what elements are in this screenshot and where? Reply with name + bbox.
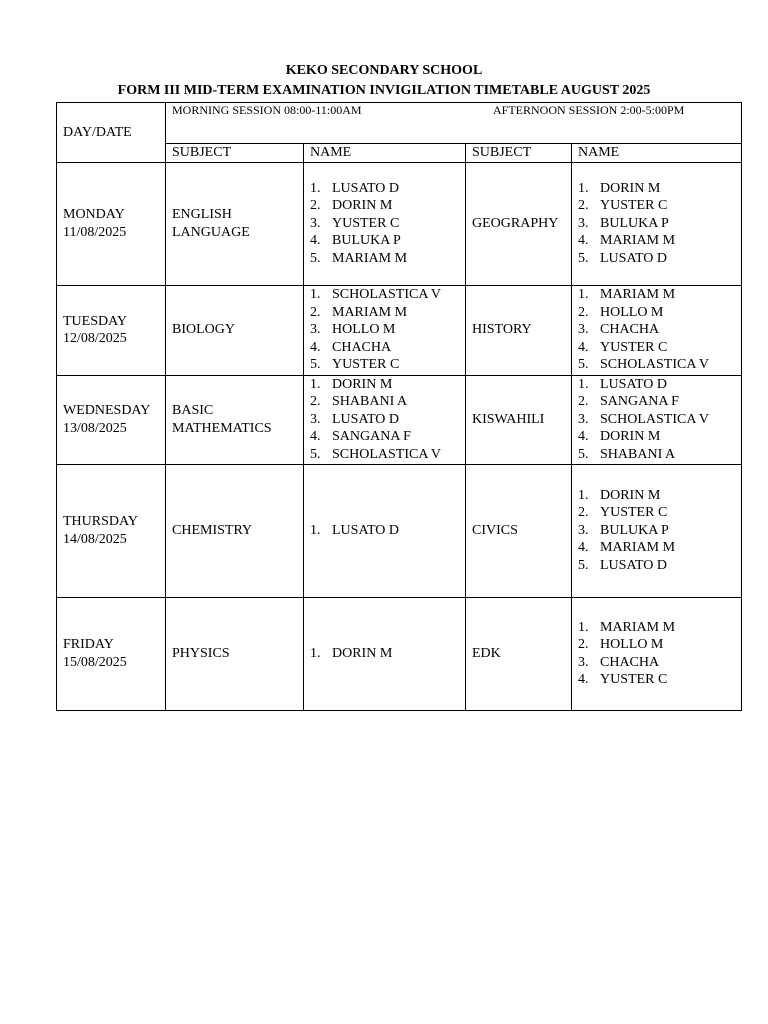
list-number: 2.	[578, 637, 589, 652]
day-label: FRIDAY	[63, 637, 114, 652]
morning-subject-cell: CHEMISTRY	[166, 464, 304, 597]
afternoon-names-cell	[572, 464, 742, 597]
list-number: 2.	[310, 198, 321, 214]
list-item	[578, 522, 735, 540]
invigilator-name: DORIN M	[332, 645, 393, 661]
invigilator-name: SHABANI A	[600, 446, 676, 462]
list-number: 1.	[578, 487, 589, 503]
list-item	[578, 232, 735, 250]
list-item	[578, 411, 735, 429]
invigilator-name: YUSTER C	[600, 505, 668, 521]
morning-names-cell	[304, 285, 466, 375]
list-item	[578, 446, 735, 464]
morning-session-label: MORNING SESSION 08:00-11:00AM	[172, 103, 362, 117]
list-number: 1.	[578, 376, 589, 392]
list-number: 2.	[578, 198, 589, 214]
day-date-cell	[57, 597, 166, 710]
list-item	[578, 250, 735, 268]
date-label: 12/08/2025	[63, 331, 127, 346]
list-item	[578, 321, 735, 339]
list-item	[578, 304, 735, 322]
afternoon-name-header: NAME	[572, 144, 742, 163]
list-number: 2.	[310, 304, 321, 320]
list-number: 3.	[578, 654, 589, 670]
afternoon-subject-cell: HISTORY	[466, 285, 572, 375]
invigilator-name: YUSTER C	[600, 198, 668, 214]
invigilator-list	[310, 522, 459, 540]
list-item	[310, 393, 459, 411]
list-item	[310, 321, 459, 339]
list-number: 5.	[310, 357, 321, 373]
list-item	[310, 339, 459, 357]
list-item	[310, 232, 459, 250]
invigilator-name: MARIAM M	[600, 233, 676, 249]
invigilator-name: MARIAM M	[600, 287, 676, 303]
list-item	[310, 215, 459, 233]
list-number: 4.	[310, 339, 321, 355]
invigilator-name: CHACHA	[600, 322, 660, 338]
invigilator-name: YUSTER C	[600, 672, 668, 687]
date-label: 11/08/2025	[63, 224, 127, 240]
date-label: 13/08/2025	[63, 420, 127, 436]
afternoon-names-cell	[572, 285, 742, 375]
list-number: 4.	[578, 233, 589, 249]
invigilator-name: HOLLO M	[332, 322, 396, 338]
school-name: KEKO SECONDARY SCHOOL	[285, 63, 483, 78]
list-item	[578, 557, 735, 575]
day-date-cell	[57, 464, 166, 597]
list-item	[578, 376, 735, 394]
list-item	[310, 286, 459, 304]
invigilator-name: LUSATO D	[600, 376, 668, 392]
list-number: 4.	[310, 429, 321, 445]
afternoon-session-label: AFTERNOON SESSION 2:00-5:00PM	[493, 103, 685, 117]
invigilator-name: BULUKA P	[600, 215, 669, 231]
invigilator-name: DORIN M	[600, 487, 661, 503]
invigilator-name: MARIAM M	[332, 304, 408, 320]
list-number: 5.	[578, 446, 589, 462]
invigilator-name: YUSTER C	[600, 339, 668, 355]
list-number: 1.	[578, 180, 589, 196]
afternoon-subject-cell: CIVICS	[466, 464, 572, 597]
invigilator-name: LUSATO D	[600, 557, 668, 573]
list-item	[578, 393, 735, 411]
afternoon-subject-header: SUBJECT	[466, 144, 572, 163]
list-number: 3.	[578, 215, 589, 231]
list-number: 1.	[310, 376, 321, 392]
morning-names-cell	[304, 464, 466, 597]
list-item	[578, 671, 735, 689]
list-number: 4.	[578, 339, 589, 355]
list-number: 2.	[578, 304, 589, 320]
list-number: 3.	[578, 411, 589, 427]
invigilator-name: SCHOLASTICA V	[332, 287, 442, 303]
list-number: 1.	[578, 287, 589, 303]
list-number: 1.	[310, 522, 321, 538]
table-row	[57, 597, 742, 710]
list-number: 1.	[578, 619, 589, 635]
morning-name-header: NAME	[304, 144, 466, 163]
invigilator-name: HOLLO M	[600, 637, 664, 652]
invigilator-name: MARIAM M	[600, 540, 676, 556]
list-item	[310, 356, 459, 374]
list-number: 5.	[578, 557, 589, 573]
morning-subject-header: SUBJECT	[166, 144, 304, 163]
day-date-cell	[57, 375, 166, 464]
invigilator-list	[578, 376, 735, 464]
invigilator-name: LUSATO D	[332, 411, 400, 427]
invigilator-name: DORIN M	[600, 429, 661, 445]
list-item	[310, 411, 459, 429]
invigilator-name: DORIN M	[600, 180, 661, 196]
list-item	[310, 522, 459, 540]
invigilator-name: LUSATO D	[332, 522, 400, 538]
list-number: 4.	[578, 540, 589, 556]
day-label: WEDNESDAY	[63, 403, 151, 418]
invigilator-list	[310, 645, 459, 663]
list-item	[310, 180, 459, 198]
invigilator-name: SHABANI A	[332, 394, 408, 410]
invigilator-name: SANGANA F	[332, 429, 411, 445]
invigilator-list	[578, 487, 735, 575]
afternoon-subject-cell: EDK	[466, 597, 572, 710]
afternoon-names-cell	[572, 375, 742, 464]
list-item	[310, 428, 459, 446]
day-date-cell	[57, 162, 166, 285]
date-label: 14/08/2025	[63, 531, 127, 547]
list-number: 5.	[310, 446, 321, 462]
list-number: 2.	[578, 394, 589, 410]
day-label: MONDAY	[63, 207, 125, 222]
invigilator-list	[310, 376, 459, 464]
table-row	[57, 285, 742, 375]
list-item	[578, 180, 735, 198]
list-number: 3.	[310, 215, 321, 231]
session-header-cell	[166, 103, 742, 144]
invigilator-list	[578, 619, 735, 689]
list-number: 1.	[310, 287, 321, 303]
afternoon-subject-cell: GEOGRAPHY	[466, 162, 572, 285]
invigilator-name: HOLLO M	[600, 304, 664, 320]
invigilator-name: CHACHA	[600, 654, 660, 670]
table-row	[57, 464, 742, 597]
list-number: 3.	[310, 322, 321, 338]
list-number: 1.	[310, 180, 321, 196]
list-item	[310, 446, 459, 464]
afternoon-names-cell	[572, 162, 742, 285]
list-number: 5.	[578, 357, 589, 373]
list-item	[310, 376, 459, 394]
invigilator-name: SANGANA F	[600, 394, 679, 410]
day-label: THURSDAY	[63, 514, 138, 529]
invigilator-name: CHACHA	[332, 339, 392, 355]
list-number: 3.	[310, 411, 321, 427]
list-item	[578, 197, 735, 215]
table-row	[57, 375, 742, 464]
day-label: TUESDAY	[63, 313, 128, 329]
list-item	[310, 645, 459, 663]
morning-names-cell	[304, 597, 466, 710]
list-item	[578, 286, 735, 304]
list-item	[578, 504, 735, 522]
afternoon-subject-cell: KISWAHILI	[466, 375, 572, 464]
list-number: 5.	[578, 250, 589, 266]
morning-subject-cell: ENGLISH LANGUAGE	[166, 162, 304, 285]
invigilator-name: DORIN M	[332, 376, 393, 392]
invigilator-name: YUSTER C	[332, 215, 400, 231]
invigilator-name: BULUKA P	[600, 522, 669, 538]
list-number: 4.	[310, 233, 321, 249]
morning-subject-cell: PHYSICS	[166, 597, 304, 710]
list-item	[578, 339, 735, 357]
invigilator-list	[310, 180, 459, 268]
invigilator-name: SCHOLASTICA V	[600, 357, 710, 373]
list-item	[578, 636, 735, 654]
list-number: 2.	[578, 505, 589, 521]
invigilator-list	[578, 180, 735, 268]
list-item	[578, 356, 735, 374]
day-date-header: DAY/DATE	[57, 103, 166, 163]
date-label: 15/08/2025	[63, 654, 127, 670]
list-item	[310, 304, 459, 322]
invigilator-name: MARIAM M	[332, 250, 408, 266]
morning-names-cell	[304, 162, 466, 285]
document-title: FORM III MID-TERM EXAMINATION INVIGILATION TIMETABLE AUGUST 2025	[117, 83, 651, 98]
list-item	[578, 215, 735, 233]
invigilator-name: LUSATO D	[600, 250, 668, 266]
invigilator-list	[310, 286, 459, 374]
list-item	[578, 654, 735, 672]
list-item	[578, 539, 735, 557]
list-item	[310, 197, 459, 215]
list-number: 1.	[310, 645, 321, 661]
invigilator-name: BULUKA P	[332, 233, 401, 249]
list-number: 5.	[310, 250, 321, 266]
list-number: 2.	[310, 394, 321, 410]
list-number: 3.	[578, 522, 589, 538]
invigilator-list	[578, 286, 735, 374]
invigilator-name: DORIN M	[332, 198, 393, 214]
day-date-cell	[57, 285, 166, 375]
invigilation-timetable	[56, 102, 742, 711]
session-header-row	[57, 103, 742, 144]
list-item	[578, 487, 735, 505]
list-number: 4.	[578, 429, 589, 445]
invigilator-name: LUSATO D	[332, 180, 400, 196]
invigilator-name: SCHOLASTICA V	[332, 446, 442, 462]
invigilator-name: YUSTER C	[332, 357, 400, 373]
list-number: 4.	[578, 672, 589, 687]
list-item	[578, 619, 735, 637]
morning-names-cell	[304, 375, 466, 464]
list-number: 3.	[578, 322, 589, 338]
afternoon-names-cell	[572, 597, 742, 710]
table-row	[57, 162, 742, 285]
list-item	[310, 250, 459, 268]
invigilator-name: SCHOLASTICA V	[600, 411, 710, 427]
morning-subject-cell: BASIC MATHEMATICS	[166, 375, 304, 464]
invigilator-name: MARIAM M	[600, 619, 676, 635]
morning-subject-cell: BIOLOGY	[166, 285, 304, 375]
list-item	[578, 428, 735, 446]
